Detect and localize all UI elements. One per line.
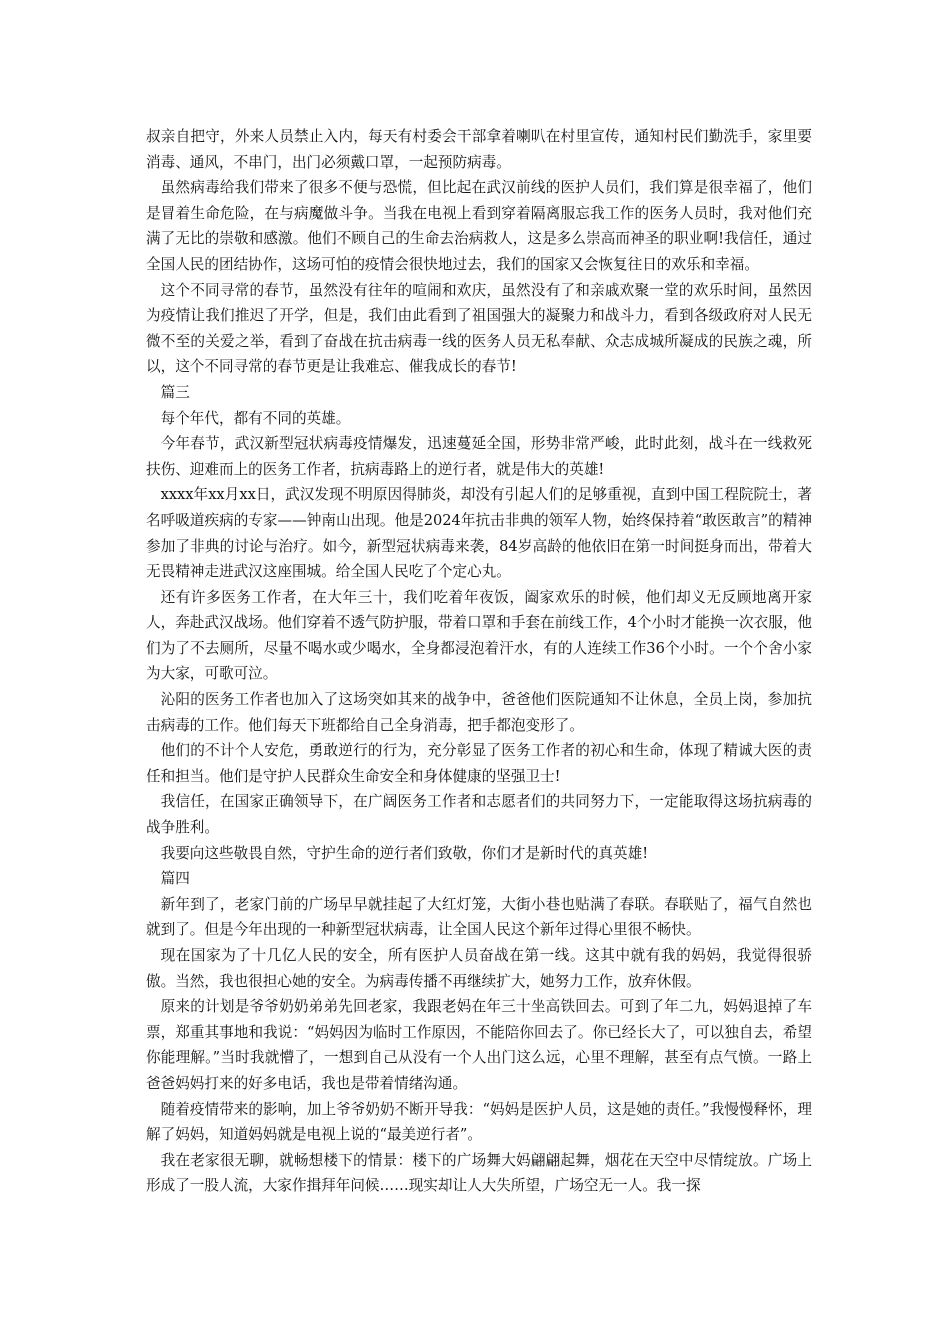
- paragraph: 随着疫情带来的影响，加上爷爷奶奶不断开导我：“妈妈是医护人员，这是她的责任。”我慢慢释怀，理解了妈妈，知道妈妈就是电视上说的“最美逆行者”。: [146, 1100, 812, 1144]
- paragraph: 今年春节，武汉新型冠状病毒疫情爆发，迅速蔓延全国，形势非常严峻，此时此刻，战斗在一线救死扶伤、迎难而上的医务工作者，抗病毒路上的逆行者，就是伟大的英雄!: [146, 435, 812, 478]
- paragraph: 还有许多医务工作者，在大年三十，我们吃着年夜饭，阖家欢乐的时候，他们却义无反顾地离开家人，奔赴武汉战场。他们穿着不透气防护服，带着口罩和手套在前线工作，4个小时才能换一次衣服，他们为了不去厕所，尽量不喝水或少喝水，全身都浸泡着汗水，有的人连续工作36个小时。一个个舍小家为大家，可歌可泣。: [146, 588, 813, 683]
- paragraph: 沁阳的医务工作者也加入了这场突如其来的战争中，爸爸他们医院通知不让休息，全员上岗，参加抗击病毒的工作。他们每天下班都给自己全身消毒，把手都泡变形了。: [146, 691, 812, 734]
- section-heading: 篇四: [160, 870, 190, 888]
- paragraph: xxxx年xx月xx日，武汉发现不明原因得肺炎，却没有引起人们的足够重视，直到中国工程院院士，著名呼吸道疾病的专家——钟南山出现。他是2024年抗击非典的领军人物，始终保持着“敢医敢言”的精神参加了非典的讨论与治疗。如今，新型冠状病毒来袭，84岁高龄的他依旧在第一时间挺身而出，带着大无畏精神走进武汉这座围城。给全国人民吃了个定心丸。: [146, 486, 812, 581]
- paragraph: 新年到了，老家门前的广场早早就挂起了大红灯笼，大街小巷也贴满了春联。春联贴了，福气自然也就到了。但是今年出现的一种新型冠状病毒，让全国人民这个新年过得心里很不畅快。: [146, 895, 812, 939]
- paragraph: 我要向这些敬畏自然，守护生命的逆行者们致敬，你们才是新时代的真英雄!: [160, 844, 649, 862]
- paragraph-continued: 叔亲自把守，外来人员禁止入内，每天有村委会干部拿着喇叭在村里宣传，通知村民们勤洗手，家里要消毒、通风，不串门，出门必须戴口罩，一起预防病毒。: [146, 128, 812, 171]
- paragraph: 他们的不计个人安危，勇敢逆行的行为，充分彰显了医务工作者的初心和生命，体现了精诚大医的责任和担当。他们是守护人民群众生命安全和身体健康的坚强卫士!: [146, 742, 812, 785]
- paragraph: 虽然病毒给我们带来了很多不便与恐慌，但比起在武汉前线的医护人员们，我们算是很幸福了，他们是冒着生命危险，在与病魔做斗争。当我在电视上看到穿着隔离服忘我工作的医务人员时，我对他们充满了无比的崇敬和感激。他们不顾自己的生命去治病救人，这是多么崇高而神圣的职业啊!我信任，通过全国人民的团结协作，这场可怕的疫情会很快地过去，我们的国家又会恢复往日的欢乐和幸福。: [146, 179, 812, 273]
- document-body: [146, 124, 812, 1199]
- paragraph: 我信任，在国家正确领导下，在广阔医务工作者和志愿者们的共同努力下，一定能取得这场抗病毒的战争胜利。: [146, 793, 812, 837]
- paragraph: 每个年代，都有不同的英雄。: [160, 409, 351, 427]
- paragraph: 现在国家为了十几亿人民的安全，所有医护人员奋战在第一线。这其中就有我的妈妈，我觉得很骄傲。当然，我也很担心她的安全。为病毒传播不再继续扩大，她努力工作，放弃休假。: [146, 947, 812, 990]
- section-heading: 篇三: [160, 383, 190, 401]
- paragraph: 这个不同寻常的春节，虽然没有往年的喧闹和欢庆，虽然没有了和亲戚欢聚一堂的欢乐时间，虽然因为疫情让我们推迟了开学，但是，我们由此看到了祖国强大的凝聚力和战斗力，看到各级政府对人民无微不至的关爱之举，看到了奋战在抗击病毒一线的医务人员无私奉献、众志成城所凝成的民族之魂，所以，这个不同寻常的春节更是让我难忘、催我成长的春节!: [146, 281, 812, 376]
- paragraph: 原来的计划是爷爷奶奶弟弟先回老家，我跟老妈在年三十坐高铁回去。可到了年二九，妈妈退掉了车票，郑重其事地和我说：“妈妈因为临时工作原因，不能陪你回去了。你已经长大了，可以独自去，希望你能理解。”当时我就懵了，一想到自己从没有一个人出门这么远，心里不理解，甚至有点气愤。一路上爸爸妈妈打来的好多电话，我也是带着情绪沟通。: [146, 998, 812, 1092]
- paragraph: 我在老家很无聊，就畅想楼下的情景：楼下的广场舞大妈翩翩起舞，烟花在天空中尽情绽放。广场上形成了一股人流，大家作揖拜年问候……现实却让人大失所望，广场空无一人。我一探: [146, 1151, 812, 1195]
